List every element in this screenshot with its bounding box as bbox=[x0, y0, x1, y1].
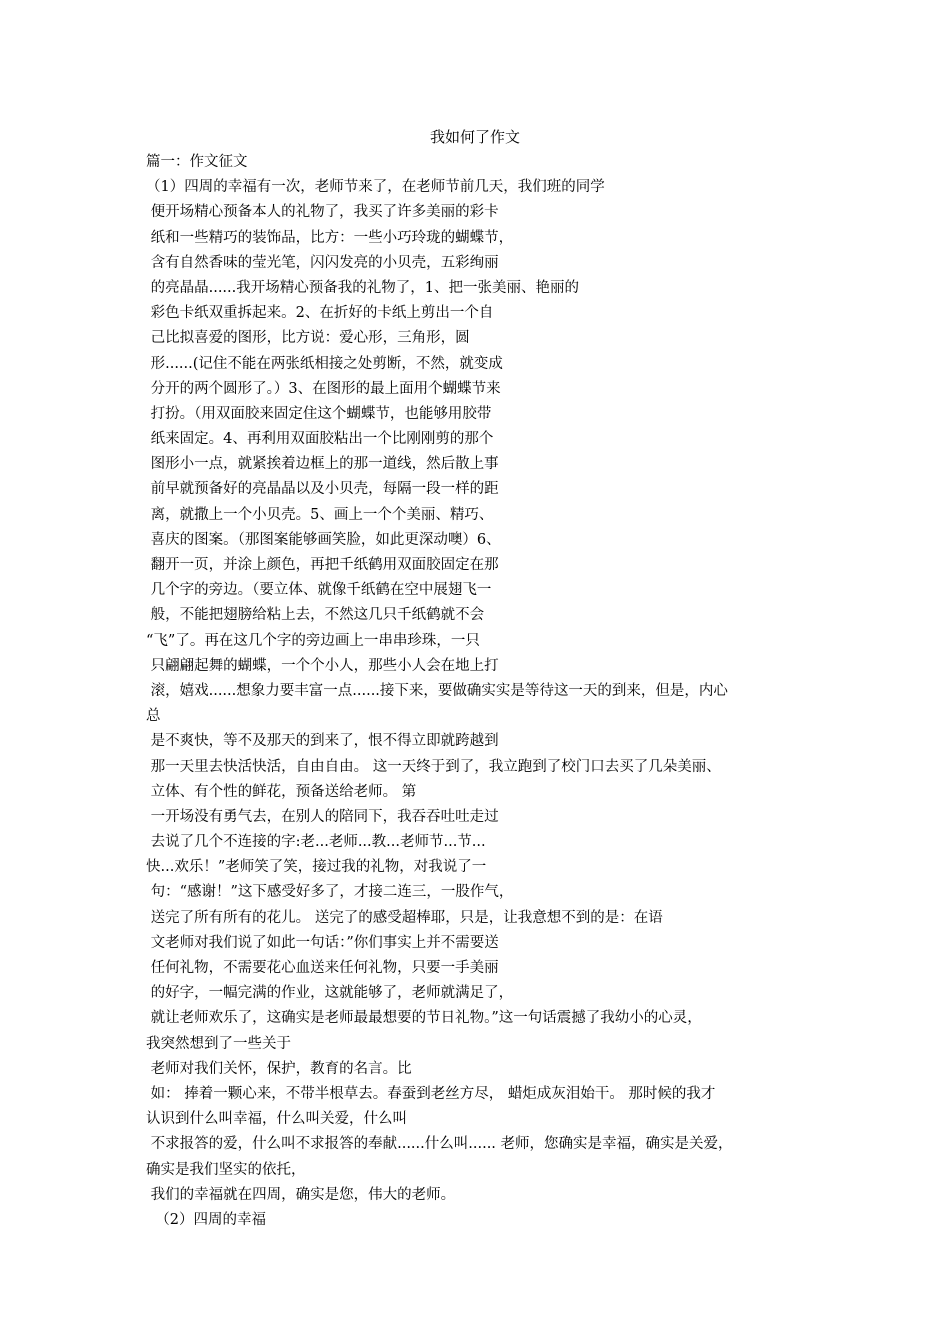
paragraph-line: 的好字，一幅完满的作业，这就能够了，老师就满足了， bbox=[146, 985, 514, 1002]
paragraph-line: 立体、有个性的鲜花，预备送给老师。 第 bbox=[146, 783, 417, 800]
paragraph-line: 只翩翩起舞的蝴蝶，一个个小人，那些小人会在地上打 bbox=[146, 657, 499, 674]
paragraph-line: 己比拟喜爱的图形，比方说：爱心形，三角形，圆 bbox=[146, 330, 470, 347]
paragraph-line: “飞”了。再在这几个字的旁边画上一串串珍珠，一只 bbox=[146, 632, 480, 649]
paragraph-line: 彩色卡纸双重拆起来。2、在折好的卡纸上剪出一个自 bbox=[146, 305, 494, 322]
paragraph-line: 文老师对我们说了如此一句话：”你们事实上并不需要送 bbox=[146, 934, 499, 951]
paragraph-line: 前早就预备好的亮晶晶以及小贝壳，每隔一段一样的距 bbox=[146, 481, 499, 498]
paragraph-line: 含有自然香味的莹光笔，闪闪发亮的小贝壳，五彩绚丽 bbox=[146, 254, 499, 271]
paragraph-line: 分开的两个圆形了。）3、在图形的最上面用个蝴蝶节来 bbox=[146, 380, 501, 397]
paragraph-line: 篇一：作文征文 bbox=[146, 154, 248, 170]
paragraph-line: 去说了几个不连接的字:老...老师...教...老师节...节... bbox=[146, 834, 486, 851]
paragraph-line: 的亮晶晶......我开场精心预备我的礼物了，1、把一张美丽、艳丽的 bbox=[146, 279, 579, 296]
paragraph-line: 是不爽快，等不及那天的到来了，恨不得立即就跨越到 bbox=[146, 733, 499, 750]
paragraph-line: 便开场精心预备本人的礼物了，我买了许多美丽的彩卡 bbox=[146, 204, 499, 221]
paragraph-line: 快...欢乐！”老师笑了笑，接过我的礼物，对我说了一 bbox=[146, 859, 487, 876]
paragraph-line: 如： 捧着一颗心来，不带半根草去。春蚕到老丝方尽， 蜡炬成灰泪始干。 那时候的我才 bbox=[146, 1085, 716, 1102]
document-title: 我如何了作文 bbox=[429, 128, 520, 146]
paragraph-line: 认识到什么叫幸福，什么叫关爱，什么叫 bbox=[146, 1111, 407, 1128]
paragraph-line: 般，不能把翅膀给粘上去，不然这几只千纸鹤就不会 bbox=[146, 607, 485, 624]
paragraph-line: 不求报答的爱，什么叫不求报答的奉献......什么叫...... 老师，您确实是幸福，确实是关爱， bbox=[146, 1136, 733, 1153]
paragraph-line: 翻开一页，并涂上颜色，再把千纸鹤用双面胶固定在那 bbox=[146, 557, 499, 573]
paragraph-line: 图形小一点，就紧挨着边框上的那一道线，然后散上事 bbox=[146, 456, 499, 473]
paragraph-line: 打扮。（用双面胶来固定住这个蝴蝶节，也能够用胶带 bbox=[146, 405, 492, 422]
paragraph-line: 形......(记住不能在两张纸相接之处剪断，不然，就变成 bbox=[146, 355, 503, 372]
paragraph-line: 送完了所有所有的花儿。 送完了的感受超棒耶，只是，让我意想不到的是：在语 bbox=[146, 909, 663, 926]
paragraph-line: 句：“感谢！”这下感受好多了，才接二连三，一股作气， bbox=[146, 884, 514, 901]
paragraph-line: 就让老师欢乐了，这确实是老师最最想要的节日礼物。”这一句话震撼了我幼小的心灵， bbox=[146, 1010, 702, 1027]
paragraph-line: 几个字的旁边。（要立体、就像千纸鹤在空中展翅飞一 bbox=[146, 582, 492, 599]
paragraph-line: （1）四周的幸福有一次，老师节来了，在老师节前几天，我们班的同学 bbox=[146, 179, 605, 196]
paragraph-line: 喜庆的图案。（那图案能够画笑脸，如此更深动噢）6、 bbox=[146, 531, 501, 548]
paragraph-line: 我们的幸福就在四周，确实是您，伟大的老师。 bbox=[146, 1186, 456, 1203]
paragraph-line: 老师对我们关怀，保护，教育的名言。比 bbox=[146, 1060, 412, 1077]
paragraph-line: （2）四周的幸福 bbox=[146, 1211, 266, 1228]
paragraph-line: 纸和一些精巧的装饰品，比方：一些小巧玲珑的蝴蝶节， bbox=[146, 229, 514, 246]
paragraph-line: 确实是我们坚实的依托， bbox=[146, 1161, 306, 1178]
paragraph-line: 那一天里去快活快活，自由自由。 这一天终于到了，我立跑到了校门口去买了几朵美丽、 bbox=[146, 758, 721, 775]
paragraph-line: 总 bbox=[146, 708, 161, 725]
paragraph-line: 滚，嬉戏......想象力要丰富一点......接下来，要做确实实是等待这一天的到来，但是，内心 bbox=[146, 682, 728, 699]
paragraph-line: 任何礼物，不需要花心血送来任何礼物，只要一手美丽 bbox=[146, 960, 499, 976]
paragraph-line: 离，就撒上一个小贝壳。5、画上一个个美丽、精巧、 bbox=[146, 506, 494, 523]
paragraph-line: 我突然想到了一些关于 bbox=[146, 1035, 291, 1052]
paragraph-line: 一开场没有勇气去，在别人的陪同下，我吞吞吐吐走过 bbox=[146, 808, 499, 825]
paragraph-line: 纸来固定。4、再利用双面胶粘出一个比刚刚剪的那个 bbox=[146, 431, 494, 448]
document-body bbox=[146, 150, 814, 1233]
